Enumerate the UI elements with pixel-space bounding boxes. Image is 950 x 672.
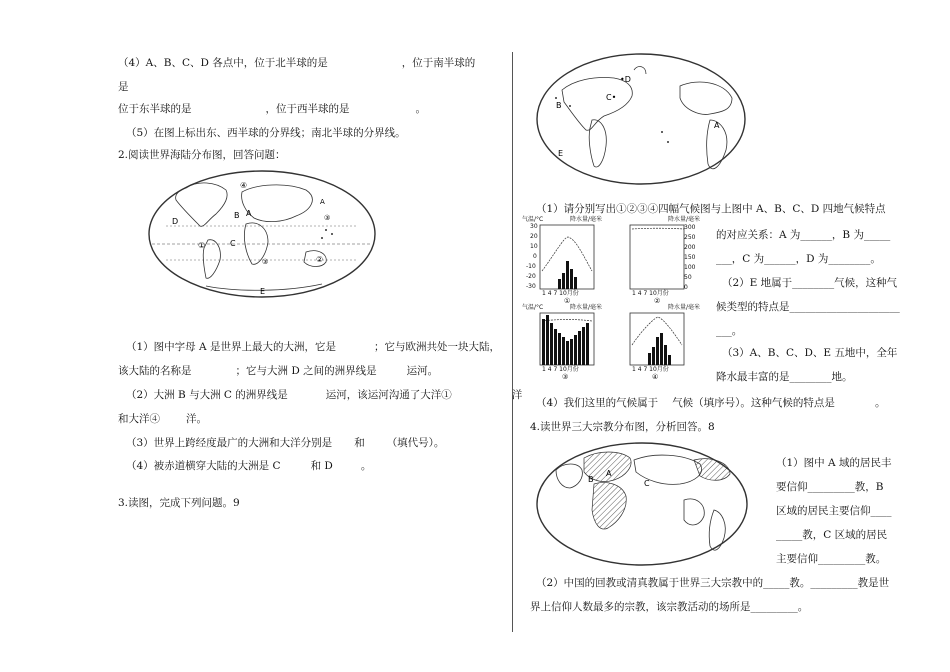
q1-4-line3 [118, 102, 426, 116]
svg-text:-30: -30 [526, 283, 536, 290]
q2-2-line2 [118, 412, 207, 426]
svg-text:0: 0 [684, 284, 688, 291]
chart4-label: ④ [652, 373, 659, 381]
q2-1-a: （1）图中字母 A 是世界上最大的大洲，它是 [126, 341, 336, 353]
chart2-xticks: 1 4 7 10月份 [632, 290, 669, 297]
world-religion-map [534, 440, 750, 568]
map-label-a-upper: A [320, 198, 325, 206]
chart3-xticks: 1 4 7 10月份 [542, 366, 579, 373]
map-label-b: B [234, 211, 240, 220]
q2-1-e: 运河。 [406, 365, 439, 377]
q3-3-line1: （3）A、B、C、D、E 五地中，全年 [722, 347, 898, 359]
q2-4 [126, 459, 371, 473]
q2-4-a: （4）被赤道横穿大陆的大洲是 C [126, 460, 281, 472]
climate-label-a: A [714, 121, 720, 130]
q4-2-line2: 界上信仰人数最多的宗教，该宗教活动的场所是_________。 [530, 601, 809, 613]
q4-title: 4.读世界三大宗教分布图，分析回答。8 [530, 421, 715, 433]
q2-3-a: （3）世界上跨经度最广的大洲和大洋分别是 [126, 437, 333, 449]
q2-4-c: 。 [360, 460, 372, 472]
q3-1-line2: 的对应关系：A 为______，B 为_____ [716, 229, 891, 241]
chart2-label: ② [654, 297, 661, 305]
q3-2-line1: （2）E 地属于________气候，这种气 [722, 277, 898, 289]
religion-label-b: B [588, 475, 594, 484]
q4-1-line4: _____教，C 区域的居民 [776, 529, 888, 541]
q2-2-e: 洋。 [186, 413, 207, 425]
climate-label-c: C• [606, 93, 617, 102]
chart1-xticks: 1 4 7 10月份 [542, 290, 579, 297]
q2-1-d: ；它与大洲 D 之间的洲界线是 [235, 365, 377, 377]
chart2-ylabel: 降水量/毫米 [668, 216, 701, 223]
chart1-temp-ticks [526, 223, 538, 290]
chart1-label: ① [564, 297, 571, 305]
q4-1-line1: （1）图中 A 域的居民丰 [776, 457, 892, 469]
map-label-2: ② [316, 255, 324, 264]
map-label-3-top: ③ [324, 214, 331, 222]
q2-2-a: （2）大洲 B 与大洲 C 的洲界线是 [126, 389, 288, 401]
chart4-ylabel: 降水量/毫米 [668, 304, 701, 311]
svg-text:100: 100 [684, 264, 696, 271]
map-label-1: ① [198, 241, 206, 250]
q2-2-b: 运河，该运河沟通了大洋① [325, 389, 452, 401]
q4-1-line2: 要信仰_________教，B [776, 481, 884, 493]
q4-1-line5: 主要信仰_________教。 [776, 553, 887, 565]
q3-4-a: （4）我们这里的气候属于 [536, 397, 659, 409]
climate-charts [518, 215, 701, 381]
q3-2-line3: ___。 [716, 325, 743, 337]
q2-3-b: 和 [354, 437, 365, 449]
q3-3-line2: 降水最丰富的是________地。 [716, 371, 853, 383]
map-label-a: A [246, 209, 252, 218]
q3-4-b: 气候（填序号）。这种气候的特点是 [672, 397, 835, 409]
svg-text:250: 250 [684, 234, 696, 241]
q2-3-c: （填代号）。 [386, 437, 445, 449]
q1-4-west: ，位于西半球的是 [265, 103, 350, 115]
q2-2-line1 [126, 388, 522, 402]
svg-text:0: 0 [533, 253, 537, 260]
svg-text:300: 300 [684, 224, 696, 231]
q2-title: 2.阅读世界海陆分布图，回答问题： [118, 149, 286, 161]
map-label-c: C [230, 239, 236, 248]
climate-label-d: •D [620, 75, 631, 84]
q3-4-c: 。 [874, 397, 886, 409]
svg-text:150: 150 [684, 254, 696, 261]
q3-4 [536, 396, 885, 410]
q4-1-line3: 区域的居民主要信仰____ [776, 505, 892, 517]
q1-4-line2: 是 [118, 81, 129, 93]
q1-4-end: 。 [415, 103, 426, 115]
map-label-d: D [172, 217, 179, 226]
climate-label-e: E [558, 149, 564, 158]
svg-text:30: 30 [530, 223, 538, 230]
column-divider [512, 52, 513, 632]
q2-2-d: 和大洋④ [118, 413, 160, 425]
chart1-ylabel-rain: 降水量/毫米 [570, 216, 603, 223]
svg-text:200: 200 [684, 244, 696, 251]
religion-label-c: C [644, 479, 650, 488]
chart4-xticks: 1 4 7 10月份 [632, 366, 669, 373]
q2-1-line2 [118, 364, 438, 378]
q1-5: （5）在图上标出东、西半球的分界线；南北半球的分界线。 [126, 127, 406, 139]
q2-3 [126, 436, 444, 450]
q2-1-line1 [126, 340, 500, 354]
q3-2-line2: 候类型的特点是_____________________ [716, 301, 900, 313]
svg-text:-20: -20 [526, 273, 536, 280]
q1-4-text: （4）A、B、C、D 各点中，位于北半球的是 [118, 57, 328, 69]
climate-label-b: B [556, 101, 562, 110]
q1-4-line1 [118, 56, 475, 70]
q3-1-line3: ___，C 为______，D 为________。 [716, 253, 881, 265]
q2-1-b: ；它与欧洲共处一块大陆， [373, 341, 500, 353]
q1-4-text-end: ，位于南半球的 [401, 57, 476, 69]
q2-4-b: 和 D [310, 460, 333, 472]
q3-title: 3.读图，完成下列问题。9 [118, 497, 240, 509]
map-label-3: ③ [262, 258, 269, 266]
world-climate-map [534, 50, 748, 188]
chart3-ylabel: 气温/°C [522, 304, 544, 311]
svg-text:-10: -10 [526, 263, 536, 270]
q3-1-line1: （1）请分别写出①②③④四幅气候图与上图中 A、B、C、D 四地气候特点 [536, 203, 886, 215]
map-label-4: ④ [240, 181, 248, 190]
svg-text:10: 10 [530, 243, 538, 250]
religion-label-a: A [606, 469, 612, 478]
map-label-e: E [260, 287, 266, 296]
q1-4-east: 位于东半球的是 [118, 103, 192, 115]
chart1-ylabel: 气温/°C [522, 216, 544, 223]
chart3-ylabel-rain: 降水量/毫米 [570, 304, 603, 311]
q2-2-c: 洋 [511, 389, 523, 401]
chart3-label: ③ [562, 373, 569, 381]
svg-text:20: 20 [530, 233, 538, 240]
world-sea-land-map [146, 168, 378, 300]
q2-1-c: 该大陆的名称是 [118, 365, 192, 377]
svg-text:50: 50 [684, 274, 692, 281]
q4-2-line1: （2）中国的回教或清真教属于世界三大宗教中的_____教。_________教是世 [536, 577, 890, 589]
